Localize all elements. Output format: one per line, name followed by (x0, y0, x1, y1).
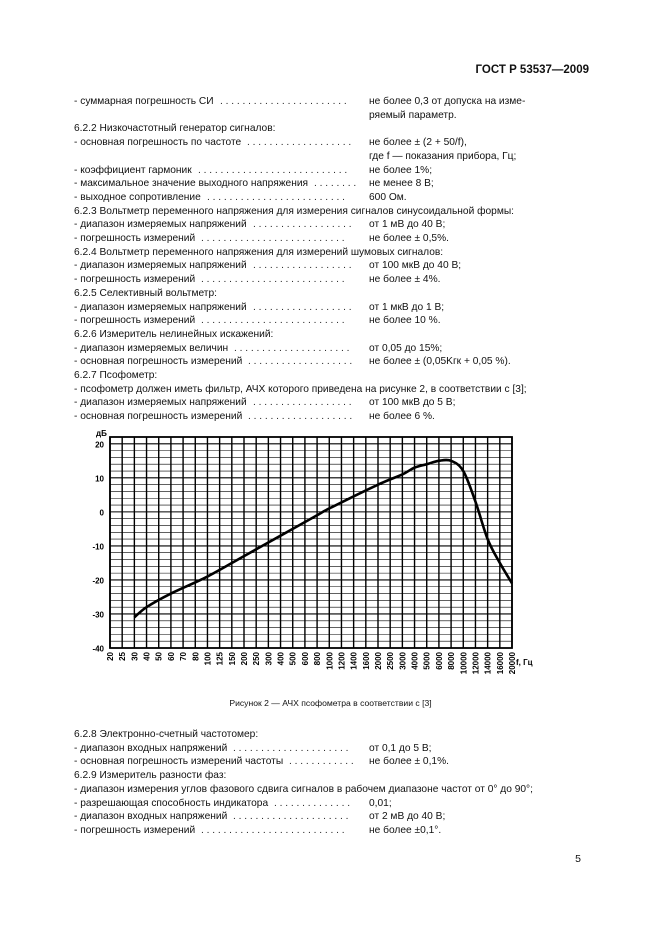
text-line (74, 218, 594, 231)
line-label: - разрешающая способность индикатора (74, 797, 269, 809)
x-tick-label: 4000 (410, 652, 420, 670)
line-label: - диапазон измеряемых напряжений (74, 397, 247, 409)
dot-leader: ............ (289, 756, 357, 768)
text-line (74, 755, 594, 768)
line-value: не более 10 %. (369, 315, 441, 327)
text-line (74, 410, 594, 423)
line-value: не более 6 %. (369, 411, 435, 423)
line-value: не более ± (0,05Kгк + 0,05 %). (369, 356, 511, 368)
dot-leader: .................. (253, 260, 355, 272)
x-tick-label: 2500 (386, 652, 396, 670)
text-line (74, 342, 594, 355)
dot-leader: ................... (247, 137, 354, 149)
line-value: от 1 мВ до 40 В; (369, 219, 446, 231)
text-line (74, 328, 594, 341)
x-tick-label: 6000 (434, 652, 444, 670)
dot-leader: ................... (248, 411, 355, 423)
y-tick-label: -10 (92, 542, 104, 552)
dot-leader: .................. (253, 397, 355, 409)
x-tick-label: 30 (130, 652, 140, 661)
dot-leader: .......................... (201, 233, 348, 244)
x-tick-label: 80 (191, 652, 201, 661)
line-value: не более ± 0,1%. (369, 756, 449, 768)
dot-leader: ......................... (207, 191, 348, 203)
line-label: 6.2.7 Псофометр: (74, 370, 158, 381)
x-tick-label: 70 (179, 652, 189, 661)
text-line (74, 355, 594, 368)
x-tick-label: 300 (264, 652, 274, 666)
line-label: 6.2.2 Низкочастотный генератор сигналов: (74, 123, 276, 135)
x-tick-label: 400 (276, 652, 286, 666)
x-tick-label: 12000 (471, 652, 481, 675)
line-value: от 0,05 до 15%; (369, 342, 443, 354)
dot-leader: ..................... (233, 811, 352, 823)
line-label: - погрешность измерений (74, 233, 196, 244)
document-header: ГОСТ Р 53537—2009 (475, 64, 589, 76)
text-line (74, 797, 594, 810)
dot-leader: ..................... (233, 742, 352, 754)
x-tick-label: 14000 (483, 652, 493, 675)
x-tick-label: 150 (227, 652, 237, 666)
text-line (74, 810, 594, 823)
y-tick-label: -40 (92, 644, 104, 654)
x-tick-label: 20 (106, 652, 115, 661)
line-label: - погрешность измерений (74, 274, 196, 286)
x-tick-label: 10000 (459, 652, 469, 675)
line-value: от 1 мкВ до 1 В; (369, 301, 445, 313)
text-line (74, 301, 594, 314)
line-value: где f — показания прибора, Гц; (369, 150, 517, 162)
x-tick-label: 16000 (495, 652, 505, 675)
line-value: не менее 8 В; (369, 178, 434, 190)
text-line (74, 150, 594, 163)
line-label: 6.2.4 Вольтметр переменного напряжения для измерений шумовых сигналов: (74, 246, 444, 258)
dot-leader: ........................... (198, 164, 351, 176)
line-value: от 0,1 до 5 В; (369, 742, 432, 754)
line-value: не более 0,3 от допуска на изме- (369, 96, 526, 107)
dot-leader: ....................... (220, 96, 350, 107)
dot-leader: ..................... (234, 342, 353, 354)
frequency-response-chart (80, 425, 550, 695)
text-line (74, 769, 594, 782)
line-label: - диапазон измеряемых величин (74, 342, 229, 354)
text-line (74, 742, 594, 755)
dot-leader: .......................... (201, 274, 348, 286)
text-line (74, 95, 594, 108)
x-tick-label: 1400 (349, 652, 359, 670)
x-tick-label: 5000 (422, 652, 432, 670)
line-value: от 100 мкВ до 5 В; (369, 397, 456, 409)
x-tick-label: 600 (300, 652, 310, 666)
line-label: 6.2.9 Измеритель разности фаз: (74, 770, 227, 782)
line-label: - коэффициент гармоник (74, 164, 192, 176)
line-label: - диапазон измеряемых напряжений (74, 301, 247, 313)
text-line (74, 369, 594, 382)
y-tick-label: -30 (92, 610, 104, 620)
text-line (74, 191, 594, 204)
text-line (74, 164, 594, 177)
figure-caption: Рисунок 2 — АЧХ псофометра в соответствии с [3] (229, 698, 432, 708)
y-tick-label: 0 (99, 508, 104, 518)
text-line (74, 246, 594, 259)
dot-leader: .................. (253, 301, 355, 313)
x-tick-label: 3000 (398, 652, 408, 670)
line-value: от 100 мкВ до 40 В; (369, 260, 462, 272)
dot-leader: .......................... (201, 824, 348, 836)
text-line (74, 383, 594, 396)
line-label: - суммарная погрешность СИ (74, 96, 214, 107)
line-label: - псофометр должен иметь фильтр, АЧХ которого приведена на рисунке 2, в соответствии с [3]; (74, 383, 527, 395)
x-tick-label: 2000 (374, 652, 383, 670)
line-value: не более ± 4%. (369, 274, 441, 286)
x-tick-label: 100 (203, 652, 213, 666)
x-tick-label: 20000 (508, 652, 517, 675)
line-label: - основная погрешность измерений (74, 356, 243, 368)
line-value: ряемый параметр. (369, 109, 457, 121)
line-label: 6.2.5 Селективный вольтметр: (74, 287, 217, 299)
x-axis-label: f, Гц (516, 658, 533, 667)
dot-leader: ........ (314, 178, 360, 190)
line-value: не более ± 0,5%. (369, 233, 449, 244)
dot-leader: .............. (274, 797, 353, 809)
y-tick-label: 10 (95, 474, 104, 484)
line-label: - диапазон входных напряжений (74, 742, 228, 754)
text-line (74, 783, 594, 796)
line-label: - диапазон измеряемых напряжений (74, 219, 247, 231)
text-line (74, 273, 594, 286)
text-line (74, 287, 594, 300)
text-line (74, 728, 594, 741)
line-label: - основная погрешность измерений (74, 411, 243, 423)
line-label: 6.2.8 Электронно-счетный частотомер: (74, 729, 259, 740)
x-tick-label: 1000 (325, 652, 335, 670)
x-tick-label: 40 (142, 652, 152, 661)
x-tick-label: 200 (240, 652, 249, 666)
line-value: 600 Ом. (369, 191, 407, 203)
text-line (74, 122, 594, 135)
line-label: - погрешность измерений (74, 824, 196, 836)
page-number: 5 (575, 853, 581, 865)
text-line (74, 396, 594, 409)
line-label: - основная погрешность по частоте (74, 137, 242, 149)
text-line (74, 314, 594, 327)
line-label: - диапазон измеряемых напряжений (74, 260, 247, 272)
line-value: не более ±0,1°. (369, 824, 442, 836)
line-value: от 2 мВ до 40 В; (369, 811, 446, 823)
text-line (74, 259, 594, 272)
dot-leader: .......................... (201, 315, 348, 327)
x-tick-label: 125 (215, 652, 225, 666)
x-tick-label: 800 (313, 652, 323, 666)
line-label: - максимальное значение выходного напряжения (74, 178, 309, 190)
line-label: - основная погрешность измерений частоты (74, 756, 284, 768)
dot-leader: .................. (253, 219, 355, 231)
line-label: - диапазон входных напряжений (74, 811, 228, 823)
dot-leader: ................... (248, 356, 355, 368)
line-label: - диапазон измерения углов фазового сдвига сигналов в рабочем диапазоне частот от 0° до 90°; (74, 783, 533, 795)
text-line (74, 136, 594, 149)
x-tick-label: 1200 (337, 652, 347, 670)
x-tick-label: 8000 (447, 652, 457, 670)
y-tick-label: -20 (92, 576, 104, 586)
text-line (74, 177, 594, 190)
line-label: - выходное сопротивление (74, 191, 201, 203)
text-line (74, 824, 594, 837)
line-label: 6.2.3 Вольтметр переменного напряжения для измерения сигналов синусоидальной формы: (74, 205, 514, 217)
x-tick-label: 250 (252, 652, 262, 666)
line-value: 0,01; (369, 797, 392, 809)
line-label: 6.2.6 Измеритель нелинейных искажений: (74, 328, 274, 340)
y-axis-label: дБ (96, 429, 107, 438)
line-label: - погрешность измерений (74, 315, 196, 327)
text-line (74, 109, 594, 122)
line-value: не более ± (2 + 50/f), (369, 137, 467, 149)
text-line (74, 232, 594, 245)
x-tick-label: 60 (166, 652, 176, 661)
x-tick-label: 50 (154, 652, 164, 661)
x-tick-label: 25 (118, 652, 128, 661)
y-tick-label: 20 (95, 440, 104, 450)
x-tick-label: 1600 (361, 652, 371, 670)
line-value: не более 1%; (369, 164, 433, 176)
text-line (74, 205, 594, 218)
x-tick-label: 500 (288, 652, 298, 666)
